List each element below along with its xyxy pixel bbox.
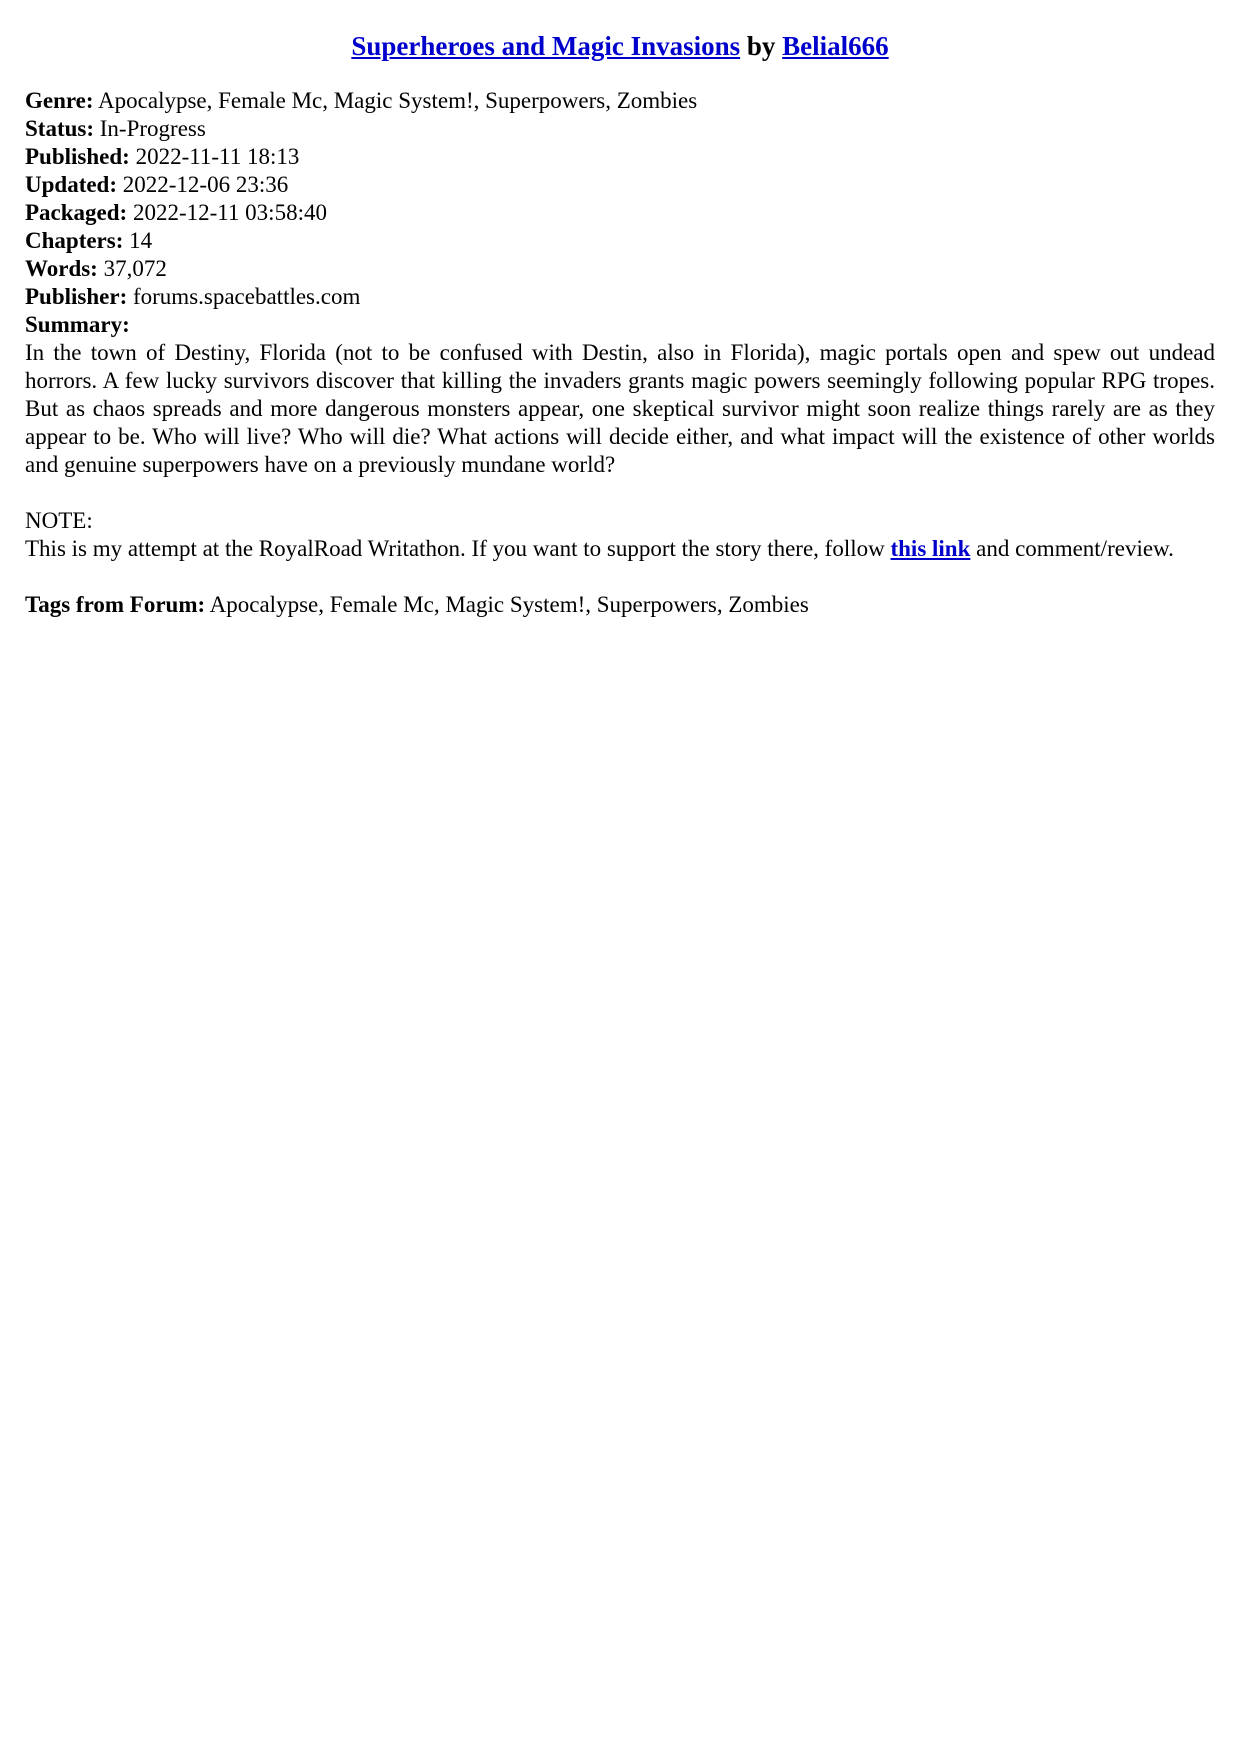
summary-label: Summary: bbox=[25, 312, 130, 337]
chapters-value: 14 bbox=[129, 228, 153, 253]
status-value: In-Progress bbox=[99, 116, 206, 141]
tags-label: Tags from Forum: bbox=[25, 592, 206, 617]
story-title-link[interactable]: Superheroes and Magic Invasions bbox=[351, 31, 741, 61]
note-text-before-link: This is my attempt at the RoyalRoad Writathon. If you want to support the story there, follow bbox=[25, 536, 885, 561]
status-row bbox=[25, 115, 1215, 143]
by-text: by bbox=[746, 31, 776, 61]
summary-paragraph: In the town of Destiny, Florida (not to be confused with Destin, also in Florida), magic portals open and spew out undead horrors. A few lucky survivors discover that killing the invaders grants magic powers seemingly following popular RPG tropes. But as chaos spreads and more dangerous monsters appear, one skeptical survivor might soon realize things rarely are as they appear to be. Who will live? Who will die? What actions will decide either, and what impact will the existence of other worlds and genuine superpowers have on a previously mundane world? bbox=[25, 340, 1215, 477]
packaged-label: Packaged: bbox=[25, 200, 128, 225]
packaged-value: 2022-12-11 03:58:40 bbox=[132, 200, 327, 225]
writathon-link[interactable]: this link bbox=[890, 536, 971, 561]
metadata-block bbox=[25, 87, 1215, 339]
publisher-value: forums.spacebattles.com bbox=[132, 284, 361, 309]
packaged-row bbox=[25, 199, 1215, 227]
genre-label: Genre: bbox=[25, 88, 94, 113]
status-label: Status: bbox=[25, 116, 95, 141]
updated-value: 2022-12-06 23:36 bbox=[122, 172, 289, 197]
chapters-row bbox=[25, 227, 1215, 255]
spacer bbox=[25, 479, 1215, 507]
genre-value: Apocalypse, Female Mc, Magic System!, Superpowers, Zombies bbox=[98, 88, 698, 113]
updated-row bbox=[25, 171, 1215, 199]
note-paragraph bbox=[25, 535, 1215, 563]
chapters-label: Chapters: bbox=[25, 228, 124, 253]
words-value: 37,072 bbox=[103, 256, 167, 281]
summary-block bbox=[25, 339, 1215, 619]
tags-value: Apocalypse, Female Mc, Magic System!, Superpowers, Zombies bbox=[209, 592, 809, 617]
published-row bbox=[25, 143, 1215, 171]
publisher-row bbox=[25, 283, 1215, 311]
words-label: Words: bbox=[25, 256, 98, 281]
note-text-after-link: and comment/review. bbox=[976, 536, 1174, 561]
tags-row bbox=[25, 591, 1215, 619]
spacer bbox=[25, 563, 1215, 591]
published-label: Published: bbox=[25, 144, 130, 169]
updated-label: Updated: bbox=[25, 172, 118, 197]
story-title-heading bbox=[25, 28, 1215, 64]
publisher-label: Publisher: bbox=[25, 284, 128, 309]
genre-row bbox=[25, 87, 1215, 115]
note-label: NOTE: bbox=[25, 508, 93, 533]
author-link[interactable]: Belial666 bbox=[782, 31, 889, 61]
published-value: 2022-11-11 18:13 bbox=[135, 144, 300, 169]
summary-row bbox=[25, 311, 1215, 339]
words-row bbox=[25, 255, 1215, 283]
